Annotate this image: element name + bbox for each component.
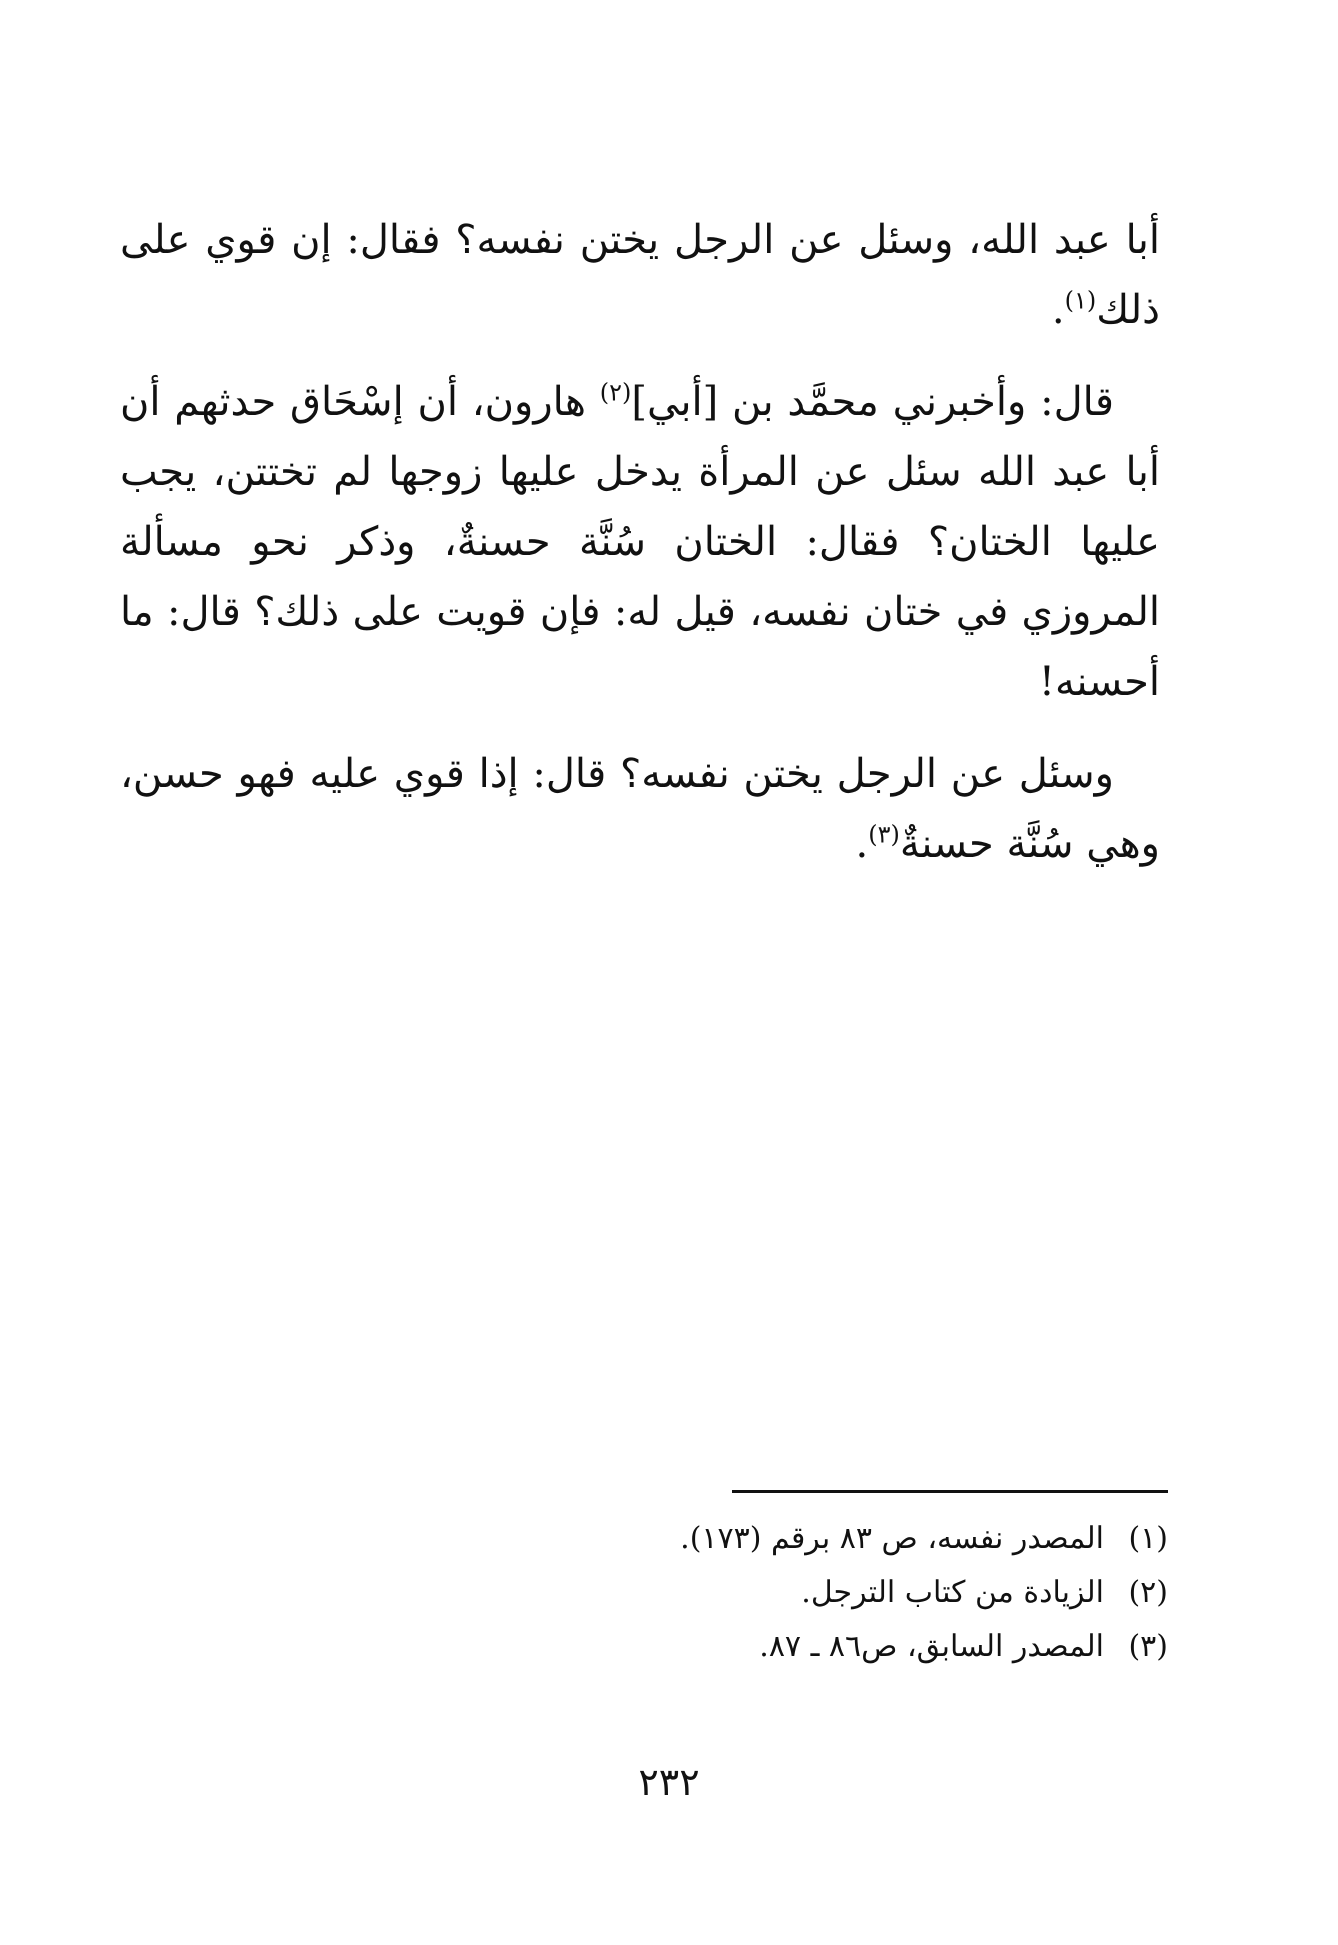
paragraph-1-text: أبا عبد الله، وسئل عن الرجل يختن نفسه؟ فقال: إن قوي على ذلك (120, 217, 1160, 333)
footnote-text: الزيادة من كتاب الترجل. (801, 1575, 1104, 1610)
paragraph-2-text-after: هارون، أن إسْحَاق حدثهم أن أبا عبد الله سئل عن المرأة يدخل عليها زوجها لم تختتن، يجب عليها الختان؟ فقال: الختان سُنَّة حسنةٌ، وذكر نحو مسألة المروزي في ختان نفسه، قيل له: فإن قويت على ذلك؟ قال: ما أحسنه! (120, 379, 1160, 705)
footnote-number: (٢) (1128, 1575, 1168, 1610)
body-text (120, 205, 1160, 901)
paragraph-2 (120, 367, 1160, 717)
footnote-ref-3[interactable]: (٣) (868, 820, 900, 849)
paragraph-3-end: . (855, 821, 869, 867)
footnote-text: المصدر نفسه، ص ٨٣ برقم (١٧٣). (680, 1521, 1104, 1556)
footnote-number: (١) (1128, 1521, 1168, 1556)
paragraph-3-text: وسئل عن الرجل يختن نفسه؟ قال: إذا قوي عليه فهو حسن، وهي سُنَّة حسنةٌ (120, 751, 1160, 867)
footnote-ref-1[interactable]: (١) (1064, 286, 1097, 315)
paragraph-2-text: قال: وأخبرني محمَّد بن [أبي] (631, 379, 1114, 425)
footnote-text: المصدر السابق، ص٨٦ ـ ٨٧. (759, 1629, 1104, 1664)
footnote-ref-2[interactable]: (٢) (599, 378, 632, 407)
footnote-3 (600, 1620, 1168, 1674)
paragraph-1 (120, 205, 1160, 345)
footnote-1 (600, 1512, 1168, 1566)
footnote-2 (600, 1566, 1168, 1620)
footnotes (600, 1512, 1168, 1674)
page-number: ٢٣٢ (638, 1760, 700, 1804)
footnote-number: (٣) (1128, 1629, 1168, 1664)
paragraph-3 (120, 739, 1160, 879)
paragraph-1-end: . (1051, 287, 1065, 333)
footnote-divider (732, 1490, 1168, 1493)
